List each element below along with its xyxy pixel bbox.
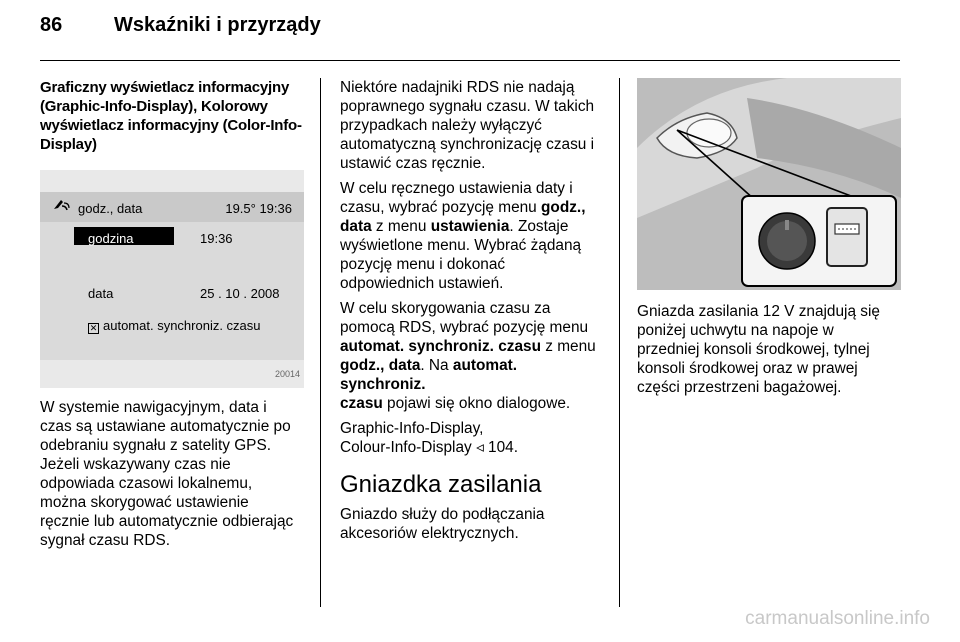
date-label: data — [88, 286, 114, 301]
info-display-screen — [40, 192, 304, 360]
column-divider-2 — [619, 78, 620, 607]
satellite-icon — [52, 197, 70, 218]
time-value: 19:36 — [200, 231, 233, 246]
socket-caption: Gniazda zasilania 12 V znajdują się poniżej uchwytu na napoje w przedniej konsoli środkowej, tylnej konsoli środkowej oraz w prawej części przestrzeni bagażowej. — [637, 303, 880, 396]
display-illustration — [40, 170, 304, 388]
date-value: 25 . 10 . 2008 — [200, 286, 280, 301]
triangle-ref-icon: ◃ — [476, 439, 484, 456]
column-3 — [637, 78, 901, 397]
paragraph-cross-reference: Graphic-Info-Display, Colour-Info-Display ◃ 104. — [340, 420, 518, 456]
power-socket-illustration — [637, 78, 901, 290]
auto-sync-label: automat. synchroniz. czasu — [103, 318, 261, 333]
display-status: 19.5° 19:36 — [225, 201, 292, 216]
paragraph-outlet-intro: Gniazdo służy do podłączania akcesoriów elektrycznych. — [340, 506, 545, 542]
checkbox-icon: ✕ — [89, 323, 98, 333]
selected-row-label: godzina — [88, 231, 134, 246]
section-heading-power-outlets: Gniazdka zasilania — [340, 471, 542, 498]
watermark: carmanualsonline.info — [745, 608, 930, 629]
auto-sync-row — [88, 316, 261, 335]
display-header — [40, 192, 304, 222]
page-header — [40, 14, 900, 44]
page-title: Wskaźniki i przyrządy — [114, 14, 321, 36]
reference-page: 104. — [483, 439, 518, 456]
paragraph-manual-set: W celu ręcznego ustawienia daty i czasu, wybrać pozycję menu godz., data z menu ustawienia. Zostaje wyświetlone menu. Wybrać żądaną pozycję menu i dokonać odpowiednich ustawień. — [340, 180, 586, 292]
column-1 — [40, 78, 304, 550]
header-divider — [40, 60, 900, 61]
paragraph-rds-correct: W celu skorygowania czasu za pomocą RDS, wybrać pozycję menu automat. synchroniz. czasu z menu godz., data. Na automat. synchroniz. czasu pojawi się okno dialogowe. — [340, 300, 596, 412]
body-text-1: W systemie nawigacyjnym, data i czas są ustawiane automatycznie po odebraniu sygnału z satelity GPS. Jeżeli wskazywany czas nie odpowiada czasowi lokalnemu, można skorygować ustawienie ręcznie lub automatycznie odbierając sygnał czasu RDS. — [40, 399, 294, 549]
page-number: 86 — [40, 14, 63, 36]
column-divider-1 — [320, 78, 321, 607]
figure-code: 20014 — [274, 369, 300, 379]
section-heading: Graficzny wyświetlacz informacyjny (Graphic-Info-Display), Kolorowy wyświetlacz informacyjny (Color-Info- Display) — [40, 79, 302, 153]
column-2 — [340, 78, 604, 549]
paragraph-rds-note: Niektóre nadajniki RDS nie nadają poprawnego sygnału czasu. W takich przypadkach należy wyłączyć automatyczną synchronizację czasu i ustawić czas ręcznie. — [340, 79, 595, 172]
display-title: godz., data — [78, 201, 143, 216]
